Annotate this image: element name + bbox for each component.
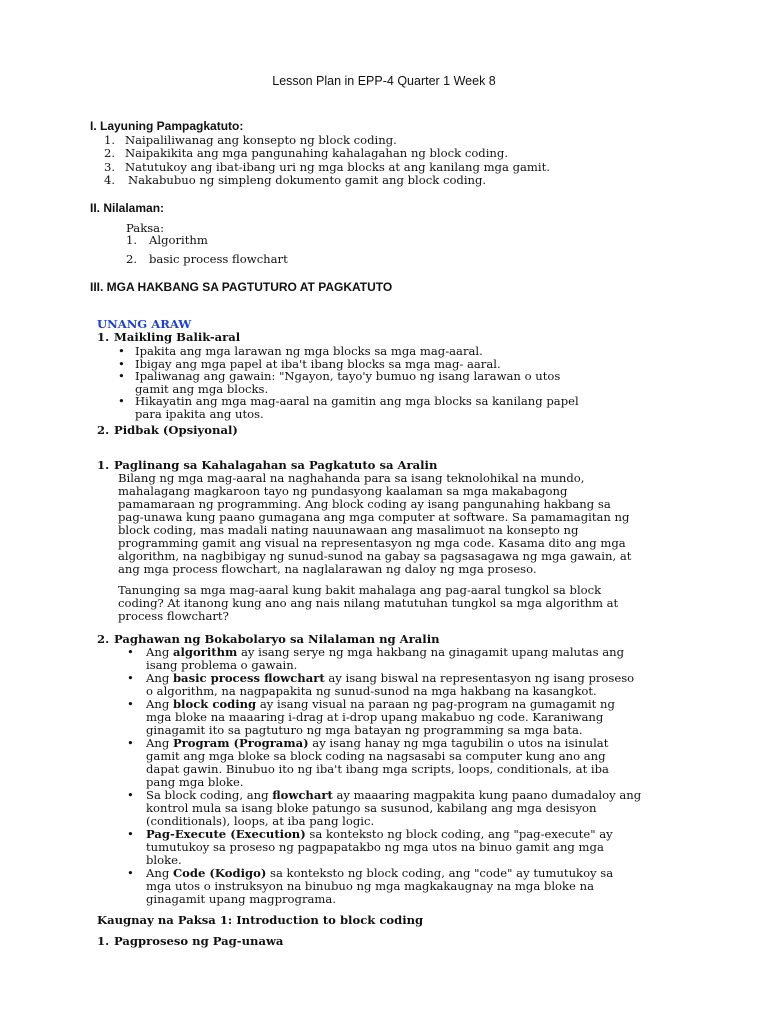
paglinang-heading: 1. Paglinang sa Kahalagahan sa Pagkatuto sa Aralin [97,458,438,472]
paghawan-heading: 2. Paghawan ng Bokabolaryo sa Nilalaman ng Aralin [97,632,440,646]
pagproseso-heading: 1. Pagproseso ng Pag-unawa [97,934,284,948]
paksa-label: Paksa: [126,221,164,235]
balik-aral-heading: 1. Maikling Balik-aral [97,330,241,344]
list-item: • Ang algorithm ay isang serye ng mga hakbang na ginagamit upang malutas ang isang problema o gawain. [127,645,625,672]
list-item: • Ang basic process flowchart ay isang biswal na representasyon ng isang proseso o algorithm, na nagpapakita ng sunud-sunod na mga hakbang na kasangkot. [127,671,635,698]
paglinang-question: Tanunging sa mga mag-aaral kung bakit mahalaga ang pag-aaral tungkol sa block coding? At itanong kung ano ang nais nilang matutuhan tungkol sa mga algorithm at process flowchart? [118,583,619,623]
pidbak-heading: 2. Pidbak (Opsiyonal) [97,423,238,437]
topic-item: 2. basic process flowchart [126,252,288,266]
kaugnay-heading: Kaugnay na Paksa 1: Introduction to block coding [97,913,424,927]
section-3-heading: III. MGA HAKBANG SA PAGTUTURO AT PAGKATUTO [90,280,393,294]
document-page: Lesson Plan in EPP-4 Quarter 1 Week 8 I. Layuning Pampagkatuto: 1. Naipaliliwanag ang konsepto ng block coding. 2. Naipakikita ang mga pangunahing kahalagahan ng block coding. 3. Natutukoy ang ibat-ibang uri ng mga blocks at ang kanilang mga gamit. 4. Nakabubuo ng simpleng dokumento gamit ang block coding. II. Nilalaman: Paksa: 1. Algorithm 2. basic process flowchart III. MGA HAKBANG SA PAGTUTURO AT PAGKATUTO UNANG ARAW 1. Maikling Balik-aral • Ipakita ang mga larawan ng mga blocks sa mga mag-aaral. • Ibigay ang mga papel at iba't ibang blocks sa mga mag- aaral. • Ipaliwanag ang gawain: "Ngayon, tayo'y bumuo ng isang larawan o utos gamit ang mga blocks. • Hikayatin ang mga mag-aaral na gamitin ang mga blocks sa kanilang papel para ipakita ang utos. 2. Pidbak (Opsiyonal) 1. Paglinang sa Kahalagahan sa Pagkatuto sa Aralin Bilang ng mga mag-aaral na naghahanda para sa isang teknolohikal na mundo, mahalagang magkaroon tayo ng pundasyong kaalaman sa mga makabagong pamamaraan ng programming. Ang block coding ay isang pangunahing hakbang sa pag-unawa kung paano gumagana ang mga computer at software. Sa pamamagitan ng block coding, mas madali nating nauunawaan ang masalimuot na konsepto ng programming gamit ang visual na representasyon ng mga code. Kasama dito ang mga algorithm, na nagbibigay ng sunud-sunod na gabay sa pagsasagawa ng mga gawain, at ang mga process flowchart, na naglalarawan ng daloy ng mga proseso. Tanunging sa mga mag-aaral kung bakit mahalaga ang pag-aaral tungkol sa block coding? At itanong kung ano ang nais nilang matutuhan tungkol sa mga algorithm at process flowchart? 2. Paghawan ng Bokabolaryo sa Nilalaman ng Aralin • Ang algorithm ay isang serye ng mga hakbang na ginagamit upang malutas ang isang problema o gawain. • Ang basic process flowchart ay isang biswal na representasyon ng isang proseso o algorithm, na nagpapakita ng sunud-sunod na mga hakbang na kasangkot. • Ang block coding ay isang visual na paraan ng pag-program na gumagamit ng mga bloke na maaaring i-drag at i-drop upang makabuo ng code. Karaniwang ginagamit ito sa pagtuturo ng mga batayan ng programming sa mga bata. • Ang Program (Programa) ay isang hanay ng mga tagubilin o utos na isinulat gamit ang mga bloke sa block coding na nagsasabi sa computer kung ano ang dapat gawin. Binubuo ito ng iba't ibang mga scripts, loops, conditionals, at iba pang mga bloke. • Sa block coding, ang flowchart ay maaaring magpakita kung paano dumadaloy ang kontrol mula sa isang bloke patungo sa susunod, kabilang ang mga desisyon (conditionals), loops, at iba pang logic. • Pag-Execute (Execution) sa konteksto ng block coding, ang "pag-execute" ay tumutukoy sa proseso ng pagpapatakbo ng mga utos na binuo gamit ang mga bloke. • Ang Code (Kodigo) sa konteksto ng block coding, ang "code" ay tumutukoy sa mga utos o instruksyon na binubuo ng mga magkakaugnay na mga bloke na ginagamit upang magprograma. Kaugnay na Paksa 1: Introduction to block coding 1. Pagproseso ng Pag-unawa [0,0,768,1024]
list-item: • Sa block coding, ang flowchart ay maaaring magpakita kung paano dumadaloy ang kontrol mula sa isang bloke patungo sa susunod, kabilang ang mga desisyon (conditionals), loops, at iba pang logic. [127,788,642,828]
page-title: Lesson Plan in EPP-4 Quarter 1 Week 8 [272,74,496,88]
topic-item: 1. Algorithm [126,233,208,247]
section-2-heading: II. Nilalaman: [90,201,165,215]
list-item: • Pag-Execute (Execution) sa konteksto ng block coding, ang "pag-execute" ay tumutukoy sa proseso ng pagpapatakbo ng mga utos na binuo gamit ang mga bloke. [127,827,613,867]
list-item: • Ang Code (Kodigo) sa konteksto ng block coding, ang "code" ay tumutukoy sa mga utos o instruksyon na binubuo ng mga magkakaugnay na mga bloke na ginagamit upang magprograma. [127,866,614,906]
day-label: UNANG ARAW [97,317,192,331]
section-1-heading: I. Layuning Pampagkatuto: [90,119,244,133]
list-item: • Ang block coding ay isang visual na paraan ng pag-program na gumagamit ng mga bloke na maaaring i-drag at i-drop upang makabuo ng code. Karaniwang ginagamit ito sa pagtuturo ng mga batayan ng programming sa mga bata. [127,697,615,737]
paglinang-paragraph: Bilang ng mga mag-aaral na naghahanda para sa isang teknolohikal na mundo, mahalagang magkaroon tayo ng pundasyong kaalaman sa mga makabagong pamamaraan ng programming. Ang block coding ay isang pangunahing hakbang sa pag-unawa kung paano gumagana ang mga computer at software. Sa pamamagitan ng block coding, mas madali nating nauunawaan ang masalimuot na konsepto ng programming gamit ang visual na representasyon ng mga code. Kasama dito ang mga algorithm, na nagbibigay ng sunud-sunod na gabay sa pagsasagawa ng mga gawain, at ang mga process flowchart, na naglalarawan ng daloy ng mga proseso. [118,471,632,576]
vocabulary-list [127,646,673,906]
list-item: • Ang Program (Programa) ay isang hanay ng mga tagubilin o utos na isinulat gamit ang mga bloke sa block coding na nagsasabi sa computer kung ano ang dapat gawin. Binubuo ito ng iba't ibang mga scripts, loops, conditionals, at iba pang mga bloke. [127,736,609,789]
